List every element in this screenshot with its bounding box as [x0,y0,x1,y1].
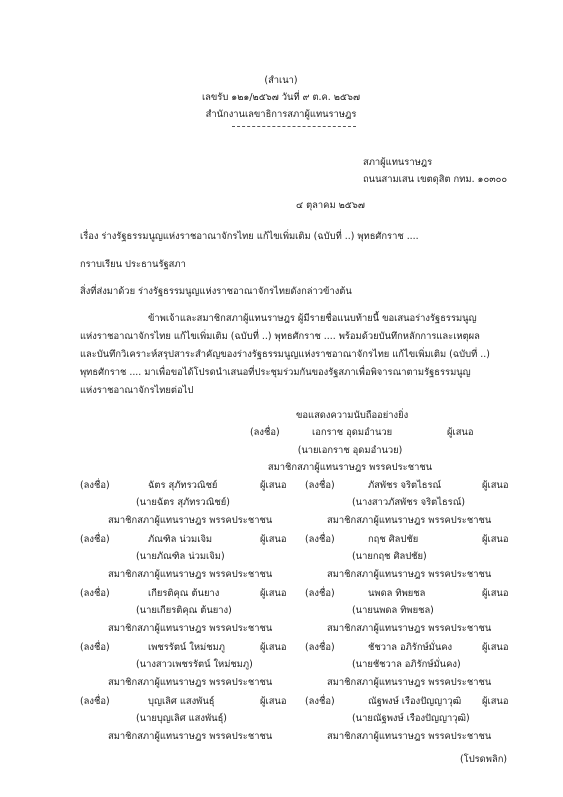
header-divider [232,126,356,127]
proposer-label: ผู้เสนอ [482,534,509,545]
office-name: สำนักงานเลขาธิการสภาผู้แทนราษฎร [205,109,357,120]
signer-signature: ภัสพัชร จริตไธรณ์ [368,480,442,491]
sign-label: (ลงชื่อ) [305,588,335,599]
body-line-4: พุทธศักราช .... มาเพื่อขอได้โปรดนำเสนอที่ประชุมร่วมกันของรัฐสภาเพื่อพิจารณาตามรัฐธรรมนูญ [80,367,471,378]
signer-position: สมาชิกสภาผู้แทนราษฎร พรรคประชาชน [108,731,273,742]
enclosure-line: สิ่งที่ส่งมาด้วย ร่างรัฐธรรมนูญแห่งราชอาณาจักรไทยดังกล่าวข้างต้น [80,286,352,297]
signer-name: (นายบุญเลิศ แสงพันธุ์) [136,713,227,724]
proposer-label: ผู้เสนอ [482,642,509,653]
signer-name: (นายเกียรติคุณ ต้นยาง) [136,605,232,616]
main-signer-name: (นายเอกราช อุดมอำนวย) [297,445,403,456]
body-line-1: ข้าพเจ้าและสมาชิกสภาผู้แทนราษฎร ผู้มีรายชื่อแนบท้ายนี้ ขอเสนอร่างรัฐธรรมนูญ [148,313,477,324]
signer-position: สมาชิกสภาผู้แทนราษฎร พรรคประชาชน [108,677,273,688]
sign-label: (ลงชื่อ) [80,588,110,599]
sign-label: (ลงชื่อ) [305,534,335,545]
signer-signature: ฉัตร สุภัทรวณิชย์ [148,480,218,491]
signer-position: สมาชิกสภาผู้แทนราษฎร พรรคประชาชน [327,731,492,742]
signer-name: (นายฉัตร สุภัทรวณิชย์) [136,497,230,508]
letter-date: ๔ ตุลาคม ๒๕๖๗ [296,200,365,211]
proposer-label: ผู้เสนอ [260,534,287,545]
address-line-2: ถนนสามเสน เขตดุสิต กทม. ๑๐๓๐๐ [363,174,508,185]
sign-label: (ลงชื่อ) [80,696,110,707]
signer-name: (นายกฤช ศิลปชัย) [352,551,427,562]
signer-signature: ณัฐพงษ์ เรืองปัญญาวุฒิ [368,696,462,707]
signer-name: (นายนพดล ทิพยชล) [352,605,434,616]
page-turn-note: (โปรดพลิก) [460,754,508,765]
subject-line: เรื่อง ร่างรัฐธรรมนูญแห่งราชอาณาจักรไทย แก้ไขเพิ่มเติม (ฉบับที่ ..) พุทธศักราช .... [80,231,419,242]
signer-signature: ชัชวาล อภิรักษ์มั่นคง [368,642,453,653]
proposer-label: ผู้เสนอ [482,588,509,599]
proposer-label: ผู้เสนอ [482,696,509,707]
proposer-label: ผู้เสนอ [447,427,474,438]
address-line-1: สภาผู้แทนราษฎร [363,157,433,168]
sign-label: (ลงชื่อ) [80,534,110,545]
body-line-3: และบันทึกวิเคราะห์สรุปสาระสำคัญของร่างรัฐธรรมนูญแห่งราชอาณาจักรไทย แก้ไขเพิ่มเติม (ฉบับที่ ..) [80,349,490,360]
salutation-line: กราบเรียน ประธานรัฐสภา [80,259,186,270]
signer-name: (นายชัชวาล อภิรักษ์มั่นคง) [352,659,461,670]
body-line-2: แห่งราชอาณาจักรไทย แก้ไขเพิ่มเติม (ฉบับที่ ..) พุทธศักราช .... พร้อมด้วยบันทึกหลักการและเหตุผล [80,331,480,342]
signer-position: สมาชิกสภาผู้แทนราษฎร พรรคประชาชน [108,515,273,526]
proposer-label: ผู้เสนอ [260,642,287,653]
signer-position: สมาชิกสภาผู้แทนราษฎร พรรคประชาชน [327,623,492,634]
signer-signature: ภัณฑิล น่วมเจิม [148,534,213,545]
signer-position: สมาชิกสภาผู้แทนราษฎร พรรคประชาชน [108,623,273,634]
signer-position: สมาชิกสภาผู้แทนราษฎร พรรคประชาชน [327,569,492,580]
signer-position: สมาชิกสภาผู้แทนราษฎร พรรคประชาชน [327,677,492,688]
signer-position: สมาชิกสภาผู้แทนราษฎร พรรคประชาชน [108,569,273,580]
sign-label: (ลงชื่อ) [305,642,335,653]
sign-label: (ลงชื่อ) [250,427,280,438]
proposer-label: ผู้เสนอ [260,480,287,491]
proposer-label: ผู้เสนอ [482,480,509,491]
closing-line: ขอแสดงความนับถืออย่างยิ่ง [296,410,409,421]
copy-label: (สำเนา) [264,75,298,86]
signer-position: สมาชิกสภาผู้แทนราษฎร พรรคประชาชน [327,515,492,526]
signer-signature: นพดล ทิพยชล [368,588,426,599]
sign-label: (ลงชื่อ) [305,480,335,491]
signer-name: (นายภัณฑิล น่วมเจิม) [136,551,225,562]
sign-label: (ลงชื่อ) [305,696,335,707]
signer-signature: เกียรติคุณ ต้นยาง [148,588,220,599]
proposer-label: ผู้เสนอ [260,588,287,599]
signer-signature: บุญเลิศ แสงพันธุ์ [148,696,215,707]
signer-signature: กฤช ศิลปชัย [368,534,419,545]
body-line-5: แห่งราชอาณาจักรไทยต่อไป [80,385,194,396]
receipt-number: เลขรับ ๑๒๑/๒๕๖๗ วันที่ ๙ ต.ค. ๒๕๖๗ [201,92,361,103]
signer-name: (นางสาวเพชรรัตน์ ใหม่ชมภู) [136,659,253,670]
proposer-label: ผู้เสนอ [260,696,287,707]
sign-label: (ลงชื่อ) [80,642,110,653]
signer-name: (นางสาวภัสพัชร จริตไธรณ์) [352,497,466,508]
signer-name: (นายณัฐพงษ์ เรืองปัญญาวุฒิ) [352,713,470,724]
main-signature: เอกราช อุดมอำนวย [312,427,393,438]
signer-signature: เพชรรัตน์ ใหม่ชมภู [148,642,225,653]
main-signer-position: สมาชิกสภาผู้แทนราษฎร พรรคประชาชน [267,462,433,473]
sign-label: (ลงชื่อ) [80,480,110,491]
